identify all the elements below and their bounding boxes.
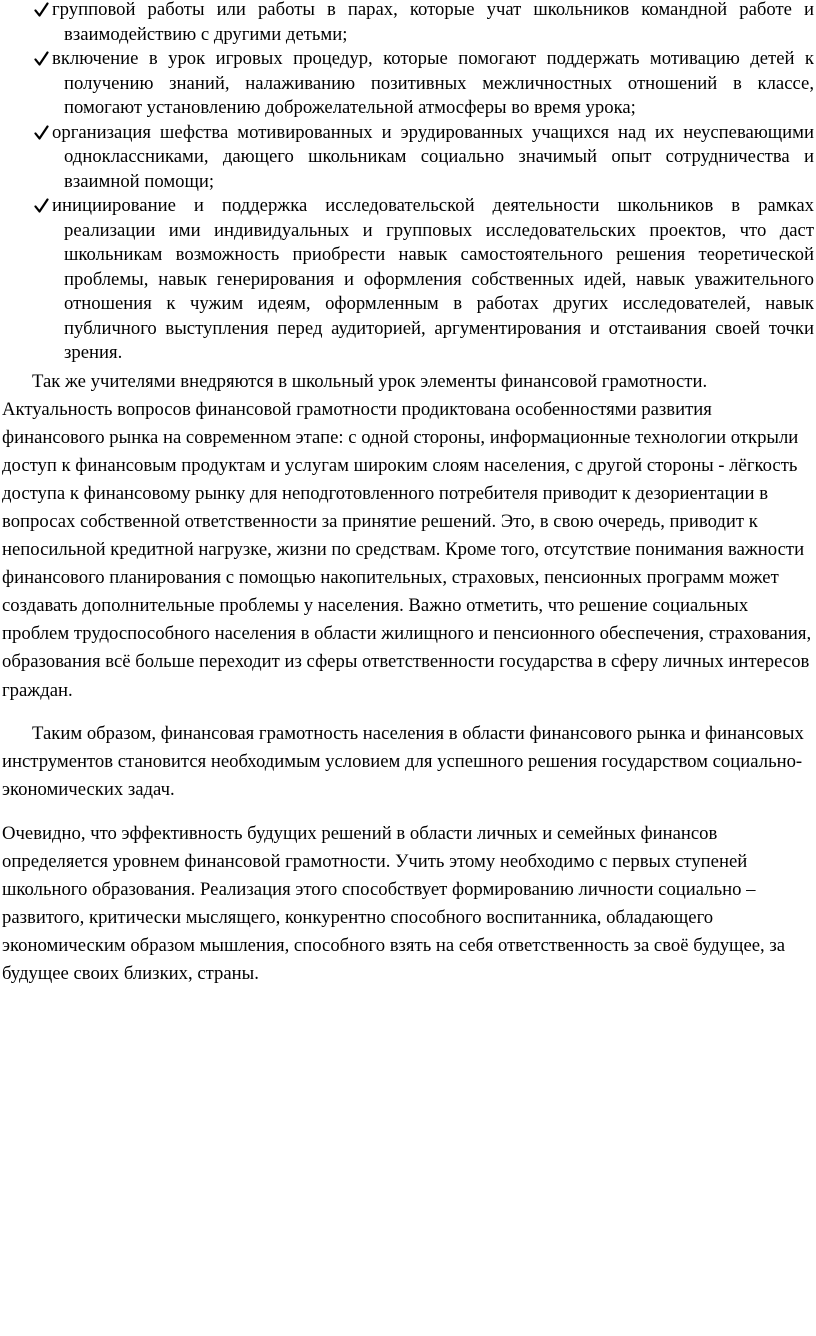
check-mark-icon: [34, 197, 49, 213]
list-item: [2, 121, 814, 195]
list-item-text: групповой работы или работы в парах, которые учат школьников командной работе и взаимодействию с другими детьми;: [52, 0, 814, 45]
list-item-text: инициирование и поддержка исследовательской деятельности школьников в рамках реализации ими индивидуальных и групповых исследовательских проектов, что даст школьникам возможность приобрести навык самостоятельного решения теоретической проблемы, навык генерирования и оформления собственных идей, навык уважительного отношения к чужим идеям, оформленным в работах других исследователей, навык публичного выступления перед аудиторией, аргументирования и отстаивания своей точки зрения.: [52, 195, 814, 363]
paragraph-conclusion: Таким образом, финансовая грамотность населения в области финансового рынка и финансовых инструментов становится необходимым условием для успешного решения государством социально-экономических задач.: [2, 722, 804, 800]
check-mark-icon: [34, 50, 49, 66]
checkmark-list: [2, 0, 814, 366]
check-mark-icon: [34, 1, 49, 17]
list-item: [2, 0, 814, 47]
list-item: [2, 194, 814, 366]
paragraph-final: Очевидно, что эффективность будущих решений в области личных и семейных финансов определяется уровнем финансовой грамотности. Учить этому необходимо с первых ступеней школьного образования. Реализация этого способствует формированию личности социально – развитого, критически мыслящего, конкурентно способного воспитанника, обладающего экономическим образом мышления, способного взять на себя ответственность за своё будущее, за будущее своих близких, страны.: [2, 822, 786, 985]
list-item-text: организация шефства мотивированных и эрудированных учащихся над их неуспевающими одноклассниками, дающего школьникам социально значимый опыт сотрудничества и взаимной помощи;: [52, 121, 814, 192]
list-item: [2, 47, 814, 121]
paragraph-financial-literacy: Актуальность вопросов финансовой грамотности продиктована особенностями развития финансового рынка на современном этапе: с одной стороны, информационные технологии открыли доступ к финансовым продуктам и услугам широким слоям населения, с другой стороны - лёгкость доступа к финансовому рынку для неподготовленного потребителя приводит к дезориентации в вопросах собственной ответственности за принятие решений. Это, в свою очередь, приводит к непосильной кредитной нагрузке, жизни по средствам. Кроме того, отсутствие понимания важности финансового планирования с помощью накопительных, страховых, пенсионных программ может создавать дополнительные проблемы у населения. Важно отметить, что решение социальных проблем трудоспособного населения в области жилищного и пенсионного обеспечения, страхования, образования всё больше переходит из сферы ответственности государства в сферу личных интересов граждан.: [2, 398, 812, 701]
check-mark-icon: [34, 124, 49, 140]
list-item-text: включение в урок игровых процедур, которые помогают поддержать мотивацию детей к получению знаний, налаживанию позитивных межличностных отношений в классе, помогают установлению доброжелательной атмосферы во время урока;: [52, 48, 814, 118]
paragraph-intro-line: Так же учителями внедряются в школьный урок элементы финансовой грамотности.: [32, 370, 708, 392]
